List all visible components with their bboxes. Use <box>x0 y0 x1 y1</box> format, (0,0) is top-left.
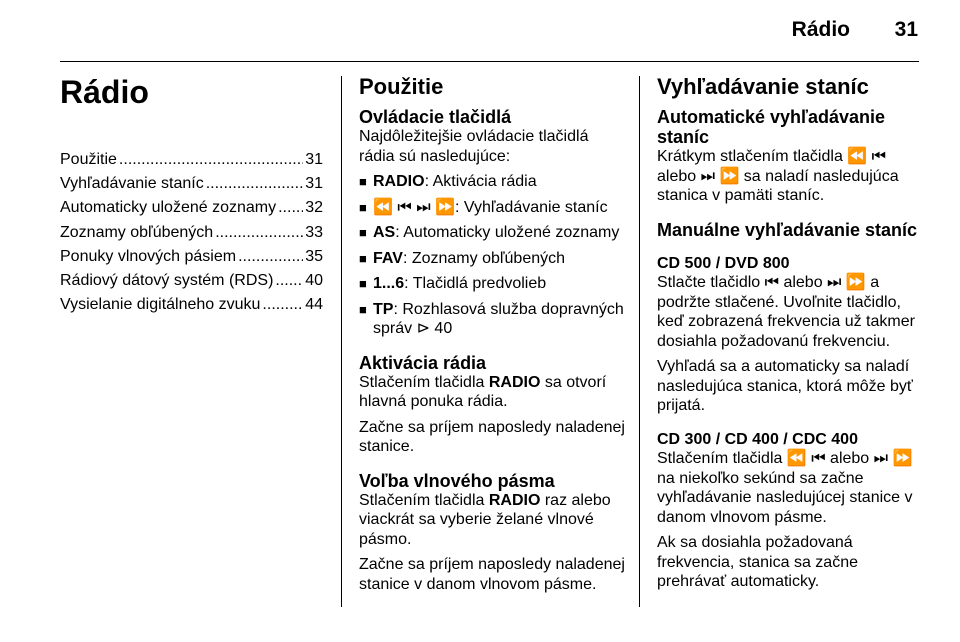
header-rule <box>60 61 919 62</box>
activation-text-1: Stlačením tlačidla RADIO sa otvorí hlavná ponuka rádia. <box>359 373 607 410</box>
toc-item[interactable] <box>60 198 323 218</box>
control-item <box>359 223 625 243</box>
toc-item[interactable] <box>60 174 323 194</box>
toc-item-label: Použitie <box>60 151 117 168</box>
bullet-square-icon: ■ <box>359 225 367 240</box>
bullet-square-icon: ■ <box>359 199 367 215</box>
manual-text-1: Stlačte tlačidlo ⏮ alebo ⏭ ⏩ a podržte stlačené. Uvoľnite tlačidlo, keď zobrazená frekvencia už takmer dosiahla požadovanú frekvenciu. <box>657 274 915 350</box>
control-desc: : Tlačidlá predvolieb <box>404 275 547 292</box>
toc-item-page: 31 <box>305 151 323 168</box>
toc-leader-dots <box>238 247 303 267</box>
band-text-1: Stlačením tlačidla RADIO raz alebo viackrát sa vyberie želané vlnové pásmo. <box>359 491 611 548</box>
toc-item-label: Ponuky vlnových pásiem <box>60 247 237 265</box>
bullet-square-icon: ■ <box>359 250 367 266</box>
model-subheading-2: CD 300 / CD 400 / CDC 400 <box>657 430 858 448</box>
band-text-2: Začne sa príjem naposledy naladenej stanice v danom vlnovom pásme. <box>359 556 625 593</box>
auto-search-text: Krátkym stlačením tlačidla ⏪ ⏮ alebo ⏭ ⏩ sa naladí nasledujúca stanica v pamäti staníc. <box>657 148 899 204</box>
toc-item-label: Automaticky uložené zoznamy <box>60 199 277 217</box>
toc-item-page: 40 <box>305 271 323 289</box>
control-item <box>359 274 625 294</box>
toc-leader-dots <box>278 198 303 218</box>
control-desc: : Rozhlasová služba dopravných správ ⊳ 40 <box>373 300 624 337</box>
control-desc: : Automaticky uložené zoznamy <box>395 224 620 241</box>
toc-item-page: 44 <box>305 296 323 314</box>
toc-item-label: Vyhľadávanie staníc <box>60 175 204 193</box>
toc-leader-dots <box>119 150 303 170</box>
manual-text-4: Ak sa dosiahla požadovaná frekvencia, stanica sa začne prehrávať automaticky. <box>657 534 858 590</box>
toc-leader-dots <box>275 271 303 291</box>
controls-heading: Ovládacie tlačidlá <box>359 107 512 127</box>
search-column <box>657 74 923 598</box>
control-desc: : Aktivácia rádia <box>424 173 537 190</box>
toc-list <box>60 150 323 315</box>
activation-text-2: Začne sa príjem naposledy naladenej stanice. <box>359 418 625 455</box>
column-divider-1 <box>341 76 342 607</box>
control-item <box>359 172 625 192</box>
activation-heading: Aktivácia rádia <box>359 352 487 373</box>
control-desc: : Vyhľadávanie staníc <box>454 198 608 216</box>
band-heading: Voľba vlnového pásma <box>359 470 555 491</box>
section-title-search: Vyhľadávanie staníc <box>657 74 869 99</box>
toc-leader-dots <box>206 174 303 194</box>
toc-item-label: Rádiový dátový systém (RDS) <box>60 271 274 289</box>
usage-column <box>359 74 625 600</box>
control-item <box>359 249 625 269</box>
controls-intro: Najdôležitejšie ovládacie tlačidlá rádia sú nasledujúce: <box>359 128 589 165</box>
page-number: 31 <box>894 18 918 41</box>
manual-text-2: Vyhľadá sa a automaticky sa naladí nasledujúca stanica, ktorá môže byť prijatá. <box>657 358 913 414</box>
control-item <box>359 300 625 339</box>
toc-item-page: 32 <box>305 199 323 217</box>
toc-item[interactable] <box>60 295 323 315</box>
manual-search-heading: Manuálne vyhľadávanie staníc <box>657 219 918 240</box>
toc-item[interactable] <box>60 150 323 170</box>
toc-item[interactable] <box>60 271 323 291</box>
section-title-usage: Použitie <box>359 74 444 99</box>
bullet-square-icon: ■ <box>359 301 367 317</box>
auto-search-heading: Automatické vyhľadávanie staníc <box>657 107 886 147</box>
control-key: FAV <box>373 249 403 267</box>
control-key: RADIO <box>373 173 425 190</box>
control-item <box>359 198 625 218</box>
toc-column <box>60 74 323 319</box>
toc-item-label: Vysielanie digitálneho zvuku <box>60 296 261 314</box>
toc-item-page: 35 <box>305 247 323 265</box>
toc-item[interactable] <box>60 247 323 267</box>
toc-leader-dots <box>262 295 303 315</box>
header-title: Rádio <box>791 18 850 41</box>
model-subheading-1: CD 500 / DVD 800 <box>657 254 790 272</box>
toc-leader-dots <box>215 223 303 243</box>
column-divider-2 <box>639 76 640 607</box>
toc-item[interactable] <box>60 223 323 243</box>
toc-item-label: Zoznamy obľúbených <box>60 223 214 241</box>
toc-item-page: 33 <box>305 223 323 241</box>
seek-keys-icon: ⏪ ⏮ ⏭ ⏩ <box>373 198 455 216</box>
control-key: 1...6 <box>373 275 405 292</box>
control-desc: : Zoznamy obľúbených <box>402 249 566 267</box>
chapter-title: Rádio <box>60 74 149 110</box>
bullet-square-icon: ■ <box>359 174 367 189</box>
control-key: TP <box>373 300 394 318</box>
control-key: AS <box>373 224 396 241</box>
toc-item-page: 31 <box>305 175 323 193</box>
manual-text-3: Stlačením tlačidla ⏪ ⏮ alebo ⏭ ⏩ na niekoľko sekúnd sa začne vyhľadávanie nasledujúcej stanice v danom vlnovom pásme. <box>657 450 913 526</box>
bullet-square-icon: ■ <box>359 276 367 291</box>
